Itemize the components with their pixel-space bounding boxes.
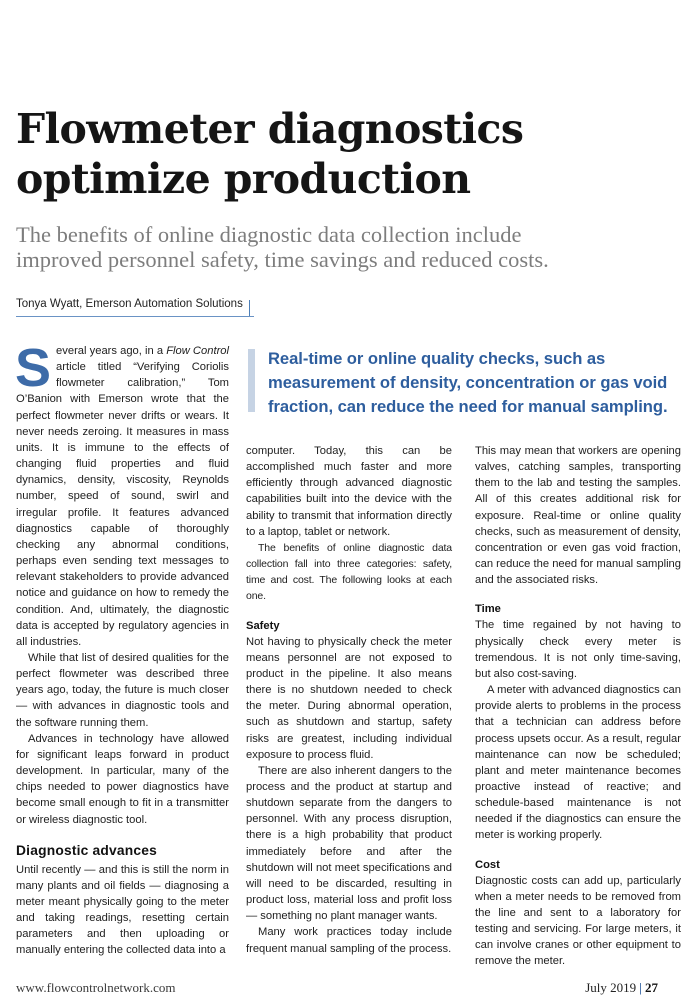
title-line-1: Flowmeter diagnostics	[16, 105, 524, 153]
publication-name: Flow Control	[166, 345, 229, 357]
subtitle-line-2: improved personnel safety, time savings and reduced costs.	[16, 247, 549, 272]
body-paragraph: Advances in technology have allowed for significant leaps forward in product development. In particular, many of the chips needed to power diagnostics have become small enough to fit in a transmitter or wireless diagnostic tool.	[16, 732, 229, 826]
body-paragraph: This may mean that workers are opening valves, catching samples, transporting them to the lab and testing the samples. All of this creates additional risk for exposure. Real-time or online quality checks, such as measurement of density, concentration or even gas void fraction, can reduce the need for manual sampling and the associated risks.	[475, 445, 681, 587]
section-heading-cost: Cost	[475, 858, 500, 871]
body-paragraph: Diagnostic costs can add up, particularly when a meter needs to be removed from the line and sent to a laboratory for testing and servicing. For large meters, it can involve cranes or other equipment to remove the meter.	[475, 874, 681, 968]
section-heading-diagnostic-advances: Diagnostic advances	[16, 842, 158, 858]
subtitle-line-1: The benefits of online diagnostic data collection include	[16, 222, 522, 247]
article-column-1	[15, 338, 229, 959]
body-paragraph: computer. Today, this can be accomplished much faster and more efficiently through advanced diagnostic capabilities built into the device with the ability to transmit that information directly to a laptop, tablet or network.	[246, 445, 452, 538]
pull-quote-line-3: fraction, can reduce the need for manual sampling.	[268, 397, 668, 416]
intro-paragraph	[15, 338, 229, 650]
article-column-2	[246, 443, 452, 957]
page-number: 27	[645, 980, 658, 995]
body-paragraph: Until recently — and this is still the norm in many plants and oil fields — diagnosing a meter meant physically going to the meter and taking readings, resetting certain parameters and then uploading or manually entering the collected data into a	[16, 863, 229, 957]
drop-cap: S	[15, 338, 52, 398]
article-title	[16, 104, 656, 204]
intro-text-rest: article titled “Verifying Coriolis flowmeter calibration,” Tom O’Banion with Emerson wrote that the perfect flowmeter never drifts or wears. It never needs zeroing. It measures in mass units. It is immune to the effects of changing fluid properties and fluid dynamics, density, viscosity, Reynolds number, speed of sound, swirl and irregular profile. It features advanced diagnostics capable of thoroughly checking any abnormal conditions, perhaps even sending text messages to relevant stakeholders to provide advanced notice and guidance on how to remedy the condition. And, ultimately, the diagnostic data is accepted by regulatory agencies in all industries.	[16, 361, 229, 648]
footer-issue-date: July 2019	[585, 980, 637, 995]
body-paragraph: The benefits of online diagnostic data collection fall into three categories: safety, time and cost. The following looks at each one.	[246, 541, 452, 603]
pull-quote-text	[268, 347, 688, 419]
article-subtitle	[16, 222, 676, 272]
pull-quote-line-1: Real-time or online quality checks, such as	[268, 349, 606, 368]
body-paragraph: Many work practices today include frequent manual sampling of the process.	[246, 926, 452, 955]
body-paragraph: A meter with advanced diagnostics can provide alerts to problems in the process that a technician can address before process upsets occur. As a result, regular maintenance can now be scheduled; plant and meter maintenance becomes proactive instead of reactive; and schedule-based maintenance is not needed if the diagnostics can ensure the meter is working properly.	[475, 684, 681, 842]
pull-quote-bar	[248, 349, 255, 412]
byline-rule	[16, 316, 254, 317]
body-paragraph: There are also inherent dangers to the process and the product at startup and shutdown separate from the dangers to personnel. With any process disruption, there is a high probability that product immediately before and after the shutdown will not meet specifications and will need to be discarded, resulting in product loss, material loss and profit loss — something no plant manager wants.	[246, 764, 452, 923]
footer-website-link[interactable]: www.flowcontrolnetwork.com	[16, 980, 176, 995]
section-heading-time: Time	[475, 603, 501, 616]
footer-separator: |	[639, 980, 642, 995]
pull-quote-line-2: measurement of density, concentration or gas void	[268, 373, 668, 392]
footer-issue-info	[585, 980, 658, 996]
author-byline: Tonya Wyatt, Emerson Automation Solutions	[16, 296, 250, 312]
section-heading-safety: Safety	[246, 619, 280, 632]
body-paragraph: The time regained by not having to physically check every meter is tremendous. It is not only time-saving, but also cost-saving.	[475, 619, 681, 680]
intro-text-start: everal years ago, in a	[56, 345, 167, 357]
pull-quote	[246, 347, 686, 417]
body-paragraph: While that list of desired qualities for the perfect flowmeter was described three years ago, today, the future is much closer — with advances in diagnostic tools and the software running them.	[16, 651, 229, 729]
article-column-3	[475, 443, 681, 970]
title-line-2: optimize production	[16, 155, 471, 203]
body-paragraph: Not having to physically check the meter means personnel are not exposed to product in the pipeline. It also means there is no shutdown needed to check the meter. During abnormal operation, such as shutdown and startup, safety risks are greatest, including individual exposure to process fluid.	[246, 635, 452, 761]
